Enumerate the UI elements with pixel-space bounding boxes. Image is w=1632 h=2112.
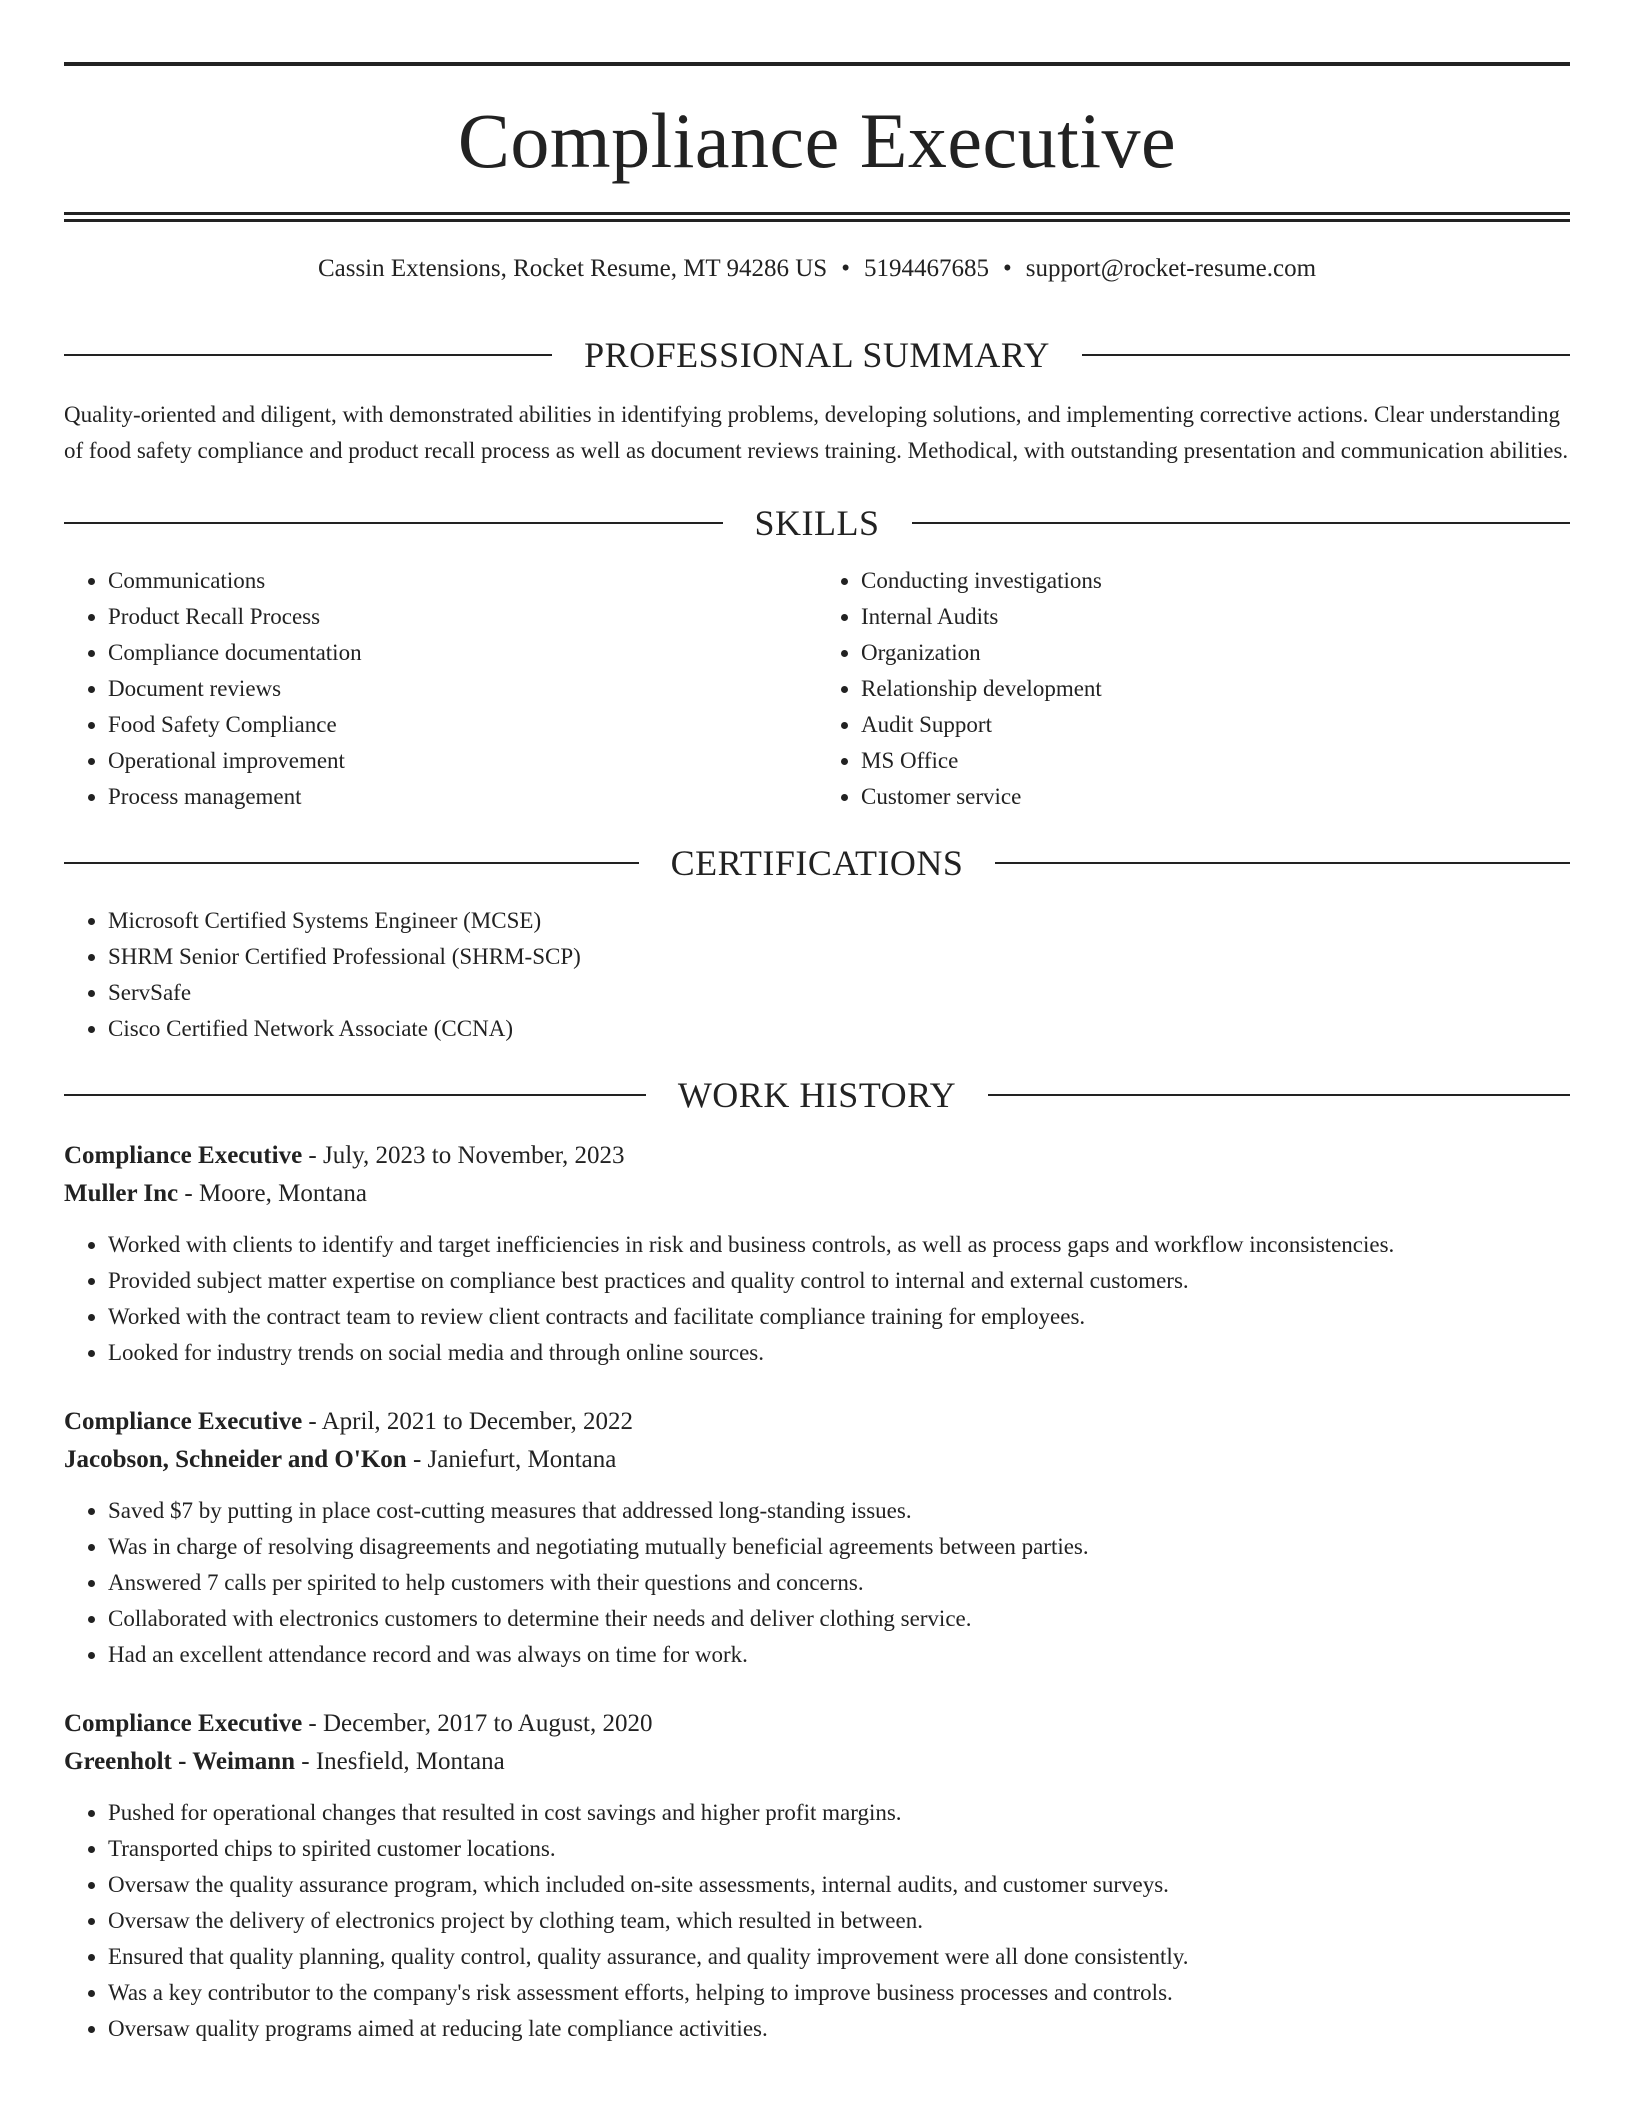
job-entry: [64, 1137, 1570, 1371]
skills-grid: [64, 563, 1570, 815]
job-bullet: • Was a key contributor to the company's risk assessment efforts, helping to improve business processes and controls.: [108, 1975, 1570, 2011]
skill-item: • Document reviews: [108, 671, 817, 707]
job-company: Jacobson, Schneider and O'Kon: [64, 1446, 407, 1473]
job-bullet: • Oversaw quality programs aimed at reducing late compliance activities.: [108, 2011, 1570, 2047]
skill-item: • Food Safety Compliance: [108, 707, 817, 743]
resume-title: Compliance Executive: [457, 97, 1177, 184]
skill-item: • Product Recall Process: [108, 599, 817, 635]
certifications-list: [64, 903, 1570, 1047]
summary-heading: PROFESSIONAL SUMMARY: [584, 335, 1050, 375]
contact-separator: •: [841, 255, 850, 282]
skill-item: • Compliance documentation: [108, 635, 817, 671]
job-dates: April, 2021 to December, 2022: [321, 1408, 634, 1435]
job-bullet: • Saved $7 by putting in place cost-cutting measures that addressed long-standing issues.: [108, 1493, 1570, 1529]
job-bullet: • Provided subject matter expertise on compliance best practices and quality control to internal and external customers.: [108, 1263, 1570, 1299]
header-top-rule: [64, 62, 1570, 66]
heading-rule-left: [64, 862, 639, 864]
heading-rule-left: [64, 354, 552, 356]
certification-item: • SHRM Senior Certified Professional (SHRM-SCP): [108, 939, 1570, 975]
skill-item: • Customer service: [861, 779, 1570, 815]
job-entry: [64, 1403, 1570, 1673]
skill-item: • Operational improvement: [108, 743, 817, 779]
heading-rule-right: [912, 522, 1571, 524]
job-bullet: • Transported chips to spirited customer locations.: [108, 1831, 1570, 1867]
job-location: Inesfield, Montana: [315, 1748, 505, 1775]
certification-item: • Microsoft Certified Systems Engineer (MCSE): [108, 903, 1570, 939]
job-bullet: • Had an excellent attendance record and was always on time for work.: [108, 1637, 1570, 1673]
job-company: Muller Inc: [64, 1180, 179, 1207]
certification-item: • Cisco Certified Network Associate (CCNA): [108, 1011, 1570, 1047]
certification-item: • ServSafe: [108, 975, 1570, 1011]
skill-item: • Communications: [108, 563, 817, 599]
job-entry: [64, 1705, 1570, 2047]
skill-item: • MS Office: [861, 743, 1570, 779]
contact-email[interactable]: support@rocket-resume.com: [1025, 255, 1317, 282]
certifications-section-heading: [64, 845, 1570, 881]
header-double-rule: [64, 212, 1570, 222]
job-role: Compliance Executive: [64, 1710, 303, 1737]
job-bullet: • Answered 7 calls per spirited to help customers with their questions and concerns.: [108, 1565, 1570, 1601]
job-company-line: Jacobson, Schneider and O'Kon - Janiefurt, Montana: [64, 1446, 617, 1473]
job-dates: July, 2023 to November, 2023: [323, 1142, 625, 1169]
job-company: Greenholt - Weimann: [64, 1748, 296, 1775]
skills-list-right: [817, 563, 1570, 815]
job-title-line: Compliance Executive - April, 2021 to December, 2022: [64, 1408, 634, 1435]
job-role: Compliance Executive: [64, 1408, 303, 1435]
job-company-line: Greenholt - Weimann - Inesfield, Montana: [64, 1748, 505, 1775]
skill-item: • Relationship development: [861, 671, 1570, 707]
job-company-line: Muller Inc - Moore, Montana: [64, 1180, 367, 1207]
summary-section-heading: [64, 337, 1570, 373]
job-bullet: • Pushed for operational changes that resulted in cost savings and higher profit margins.: [108, 1795, 1570, 1831]
job-bullet: • Ensured that quality planning, quality control, quality assurance, and quality improvement were all done consistently.: [108, 1939, 1570, 1975]
work-heading: WORK HISTORY: [677, 1075, 957, 1115]
contact-address: Cassin Extensions, Rocket Resume, MT 94286 US: [317, 255, 828, 282]
skill-item: • Audit Support: [861, 707, 1570, 743]
work-section-heading: [64, 1077, 1570, 1113]
job-bullet: • Collaborated with electronics customers to determine their needs and deliver clothing service.: [108, 1601, 1570, 1637]
skill-item: • Process management: [108, 779, 817, 815]
skills-section-heading: [64, 505, 1570, 541]
heading-rule-right: [995, 862, 1570, 864]
skill-item: • Conducting investigations: [861, 563, 1570, 599]
job-location: Moore, Montana: [198, 1180, 367, 1207]
skills-list-left: [64, 563, 817, 815]
job-role: Compliance Executive: [64, 1142, 303, 1169]
resume-page: [64, 62, 1570, 2047]
job-dates: December, 2017 to August, 2020: [323, 1710, 653, 1737]
job-bullets: [64, 1227, 1570, 1371]
job-title-line: Compliance Executive - July, 2023 to November, 2023: [64, 1142, 625, 1169]
job-title-line: Compliance Executive - December, 2017 to August, 2020: [64, 1710, 653, 1737]
contact-phone: 5194467685: [863, 255, 989, 282]
job-location: Janiefurt, Montana: [427, 1446, 617, 1473]
job-bullets: [64, 1493, 1570, 1673]
heading-rule-left: [64, 522, 723, 524]
heading-rule-right: [988, 1094, 1570, 1096]
skills-heading: SKILLS: [754, 503, 880, 543]
contact-line: [64, 256, 1570, 281]
job-bullet: • Worked with the contract team to review client contracts and facilitate compliance training for employees.: [108, 1299, 1570, 1335]
job-bullet: • Was in charge of resolving disagreements and negotiating mutually beneficial agreements between parties.: [108, 1529, 1570, 1565]
job-bullet: • Looked for industry trends on social media and through online sources.: [108, 1335, 1570, 1371]
skill-item: • Internal Audits: [861, 599, 1570, 635]
skill-item: • Organization: [861, 635, 1570, 671]
job-bullet: • Oversaw the delivery of electronics project by clothing team, which resulted in between.: [108, 1903, 1570, 1939]
job-bullets: [64, 1795, 1570, 2047]
certifications-heading: CERTIFICATIONS: [670, 843, 964, 883]
heading-rule-left: [64, 1094, 646, 1096]
heading-rule-right: [1082, 354, 1570, 356]
summary-text: Quality-oriented and diligent, with demonstrated abilities in identifying problems, developing solutions, and implementing corrective actions. Clear understanding of food safety compliance and product recall process as well as document reviews training. Methodical, with outstanding presentation and communication abilities.: [64, 402, 1569, 463]
contact-separator: •: [1002, 255, 1012, 282]
job-bullet: • Worked with clients to identify and target inefficiencies in risk and business controls, as well as process gaps and workflow inconsistencies.: [108, 1227, 1570, 1263]
job-bullet: • Oversaw the quality assurance program, which included on-site assessments, internal audits, and customer surveys.: [108, 1867, 1570, 1903]
